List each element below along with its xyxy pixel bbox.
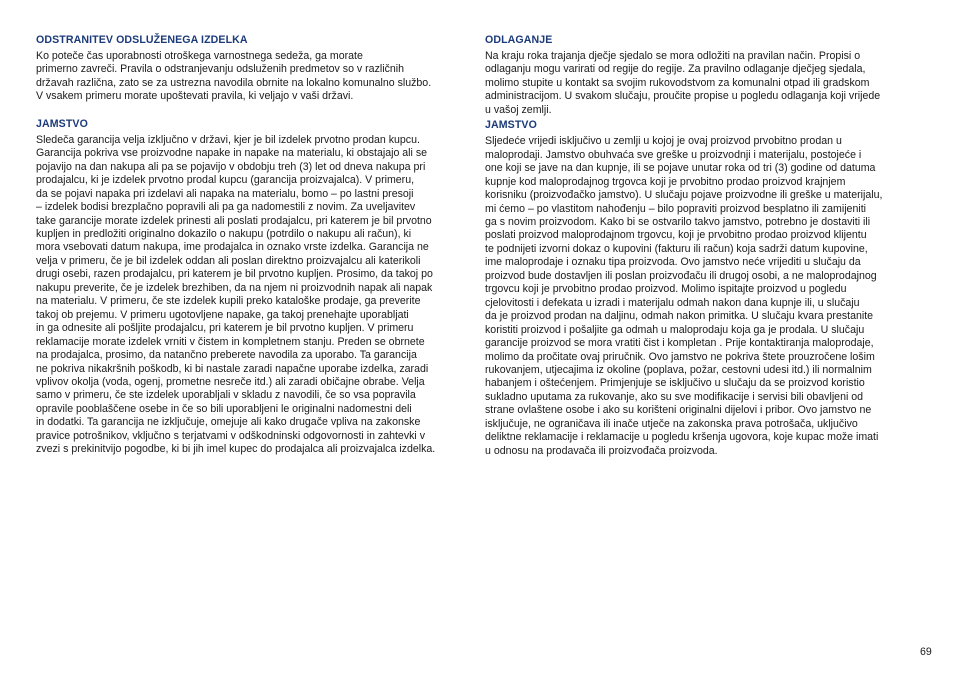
text-line: u vašoj zemlji. (485, 103, 552, 116)
text-line: na materialu. V primeru, če ste izdelek kupili preko kataloške prodaje, ga preverite (36, 295, 421, 308)
text-line: habanjem i oštećenjem. Primjenjuje se isključivo u slučaju da se proizvod koristio (485, 377, 865, 390)
text-line: take garancije morate izdelek prinesti ali poslati prodajalcu, pri katerem je bil prvotno (36, 214, 432, 227)
warranty-paragraph (485, 135, 917, 458)
text-line: da je proizvod prodan na daljinu, odmah nakon primitka. U slučaju kvara prestanite (485, 310, 874, 323)
text-line: takoj ob prejemu. V primeru ugotovljene napake, ga takoj prenehajte uporabljati (36, 308, 409, 321)
text-line: one koji se jave na dan kupnje, ili se pojave unutar roka od tri (3) godine od datuma (485, 162, 876, 175)
disposal-heading: ODLAGANJE (485, 34, 553, 46)
text-line: kupljen in predložiti originalno dokazilo o nakupu (potrdilo o nakupu ali račun), ki (36, 227, 412, 240)
text-line: isključuje, ne ograničava ili inače utječe na zakonska prava potrošača, uključivo (485, 417, 858, 430)
text-line: Garancija pokriva vse proizvodne napake in napake na materialu, ki obstajajo ali se (36, 147, 428, 160)
text-line: – izdelek bodisi brezplačno popravili ali pa ga nadomestili z novim. Za uveljavitev (36, 201, 416, 214)
left-column-slovenian (36, 34, 468, 457)
warranty-heading: JAMSTVO (485, 119, 537, 132)
text-line: poslati proizvod maloprodajnom trgovcu, koji je prvobitno prodao proizvod klijentu (485, 229, 867, 242)
text-line: proizvod bude dostavljen ili poslan proizvođaču ili drugoj osobi, a ne maloprodajnog (485, 269, 877, 282)
disposal-heading: ODSTRANITEV ODSLUŽENEGA IZDELKA (36, 34, 248, 46)
text-line: pojavijo na dan nakupa ali pa se pojavijo v obdobju treh (3) let od dneva nakupa pri (36, 160, 426, 173)
text-line: nakupu preverite, če je izdelek brezhiben, da na njem ni proizvodnih napak ali napak (36, 281, 433, 294)
text-line: ga s novim proizvodom. Kako bi se ostvarilo takvo jamstvo, potrebno je dostaviti ili (485, 215, 871, 228)
text-line: prodajalcu, ki je izdelek prvotno prodal kupcu (garancija proizvajalca). V primeru, (36, 174, 415, 187)
disposal-paragraph (485, 50, 917, 117)
text-line: da se pojavi napaka pri izdelavi ali napaka na materialu, bomo – po lastni presoji (36, 187, 414, 200)
text-line: ime maloprodaje i oznaku tipa proizvoda. Ovo jamstvo neće vrijediti u slučaju da (485, 256, 861, 269)
text-line: Sljedeće vrijedi isključivo u zemlji u kojoj je ovaj proizvod prvobitno prodan u (485, 135, 842, 148)
text-line: trgovcu koji je prvobitno prodao proizvod. Molimo ispitajte proizvod u pogledu (485, 283, 847, 296)
text-line: deliktne reklamacije i reklamacije u pogledu kršenja ugovora, koje kupac može imati (485, 431, 879, 444)
text-line: molimo stupite u kontakt sa svojim rukovodstvom za komunalni otpad ili gradskom (485, 76, 870, 89)
text-line: mora vsebovati datum nakupa, ime prodajalca in oznako vrste izdelka. Garancija ne (36, 241, 429, 254)
text-line: ne pokriva nikakršnih poškodb, ki bi nastale zaradi napačne uporabe izdelka, zaradi (36, 362, 429, 375)
right-column-croatian (485, 34, 917, 458)
text-line: velja v primeru, če je bil izdelek oddan ali poslan direktno proizvajalcu ali katerikoli (36, 254, 421, 267)
text-line: te podnijeti izvorni dokaz o kupovini (fakturu ili račun) koja sadrži datum kupovine, (485, 242, 868, 255)
text-line: rukovanjem, utjecajima iz okoline (poplava, požar, cestovni udesi itd.) ili normalnim (485, 363, 872, 376)
text-line: in ga odnesite ali pošljite prodajalcu, pri katerem je bil prvotno kupljen. V primeru (36, 322, 414, 335)
text-line: korisniku (proizvođačko jamstvo). U slučaju pojave proizvodne ili greške u materijalu, (485, 189, 883, 202)
text-line: molimo da pročitate ovaj priručnik. Ovo jamstvo ne pokriva štete prouzročene lošim (485, 350, 875, 363)
text-line: koristiti proizvod i pošaljite ga odmah u maloprodaju koja ga je prodala. U slučaju (485, 323, 865, 336)
text-line: sukladno uputama za rukovanje, ako su sve modifikacije i servisi bili obavljeni od (485, 390, 864, 403)
warranty-paragraph (36, 134, 468, 457)
text-line: cjelovitosti i defekata u izradi i materijalu odmah nakon dana kupnje ili, u slučaju (485, 296, 860, 309)
text-line: samo v primeru, če ste izdelek uporabljali v skladu z navodili, če so vsa popravila (36, 389, 416, 402)
disposal-paragraph (36, 50, 468, 104)
text-line: odlaganju mogu varirati od regije do regije. Za pravilno odlaganje dječjeg sjedala, (485, 63, 866, 76)
text-line: reklamacije morate izdelek vrniti v čistem in kompletnem stanju. Preden se obrnete (36, 335, 425, 348)
text-line: opravile pooblaščene osebe in če so bili uporabljeni le originalni nadomestni deli (36, 402, 412, 415)
text-line: mi ćemo – po vlastitom nahođenju – bilo popraviti proizvod besplatno ili zamijeniti (485, 202, 866, 215)
text-line: u odnosu na prodavača ili proizvođača proizvoda. (485, 444, 718, 457)
text-line: Ko poteče čas uporabnosti otroškega varnostnega sedeža, ga morate (36, 50, 363, 62)
text-line: in dodatki. Ta garancija ne izključuje, omejuje ali kako drugače vpliva na zakonske (36, 416, 421, 429)
text-line: zvezi s prekinitvijo pogodbe, ki bi jih imel kupec do prodajalca ali proizvajalca izdelka. (36, 443, 436, 456)
warranty-heading: JAMSTVO (36, 117, 88, 130)
text-line: maloprodaji. Jamstvo obuhvaća sve greške u proizvodnji i materijalu, postojeće i (485, 148, 862, 161)
section-spacer (36, 104, 468, 118)
text-line: garancije proizvod se mora vratiti čist i kompletan . Prije kontaktiranja maloprodaje, (485, 337, 874, 350)
text-line: drugi osebi, razen prodajalcu, pri katerem je bil prvotno kupljen. Prosimo, da takoj po (36, 268, 433, 281)
text-line: V vsakem primeru morate upoštevati pravila, ki veljajo v vaši državi. (36, 90, 354, 103)
text-line: državah različna, zato se za ustrezna navodila obrnite na lokalno komunalno službo. (36, 76, 432, 89)
text-line: na prodajalca, prosimo, da natančno preberete navodila za uporabo. Ta garancija (36, 349, 417, 362)
text-line: Sledeča garancija velja izključno v državi, kjer je bil izdelek prvotno prodan kupcu. (36, 133, 420, 146)
text-line: vplivov okolja (voda, ogenj, prometne nesreče itd.) ali zaradi običajne obrabe. Velja (36, 375, 425, 388)
text-line: Na kraju roka trajanja dječje sjedalo se mora odložiti na pravilan način. Propisi o (485, 50, 861, 62)
text-line: strane ovlaštene osobe i ako su korišteni originalni dijelovi i pribor. Ovo jamstvo ne (485, 404, 872, 417)
text-line: kupnje kod maloprodajnog trgovca koji je prvobitno prodao proizvod krajnjem (485, 175, 846, 188)
page-number: 69 (920, 646, 932, 658)
text-line: pravice potrošnikov, vključno s terjatvami v odškodninski odgovornosti in zahtevki v (36, 429, 426, 442)
text-line: primerno zavreči. Pravila o odstranjevanju odsluženih predmetov so v različnih (36, 63, 405, 76)
text-line: administracijom. U svakom slučaju, proučite propise u pogledu odlaganja koji vrijede (485, 90, 881, 103)
